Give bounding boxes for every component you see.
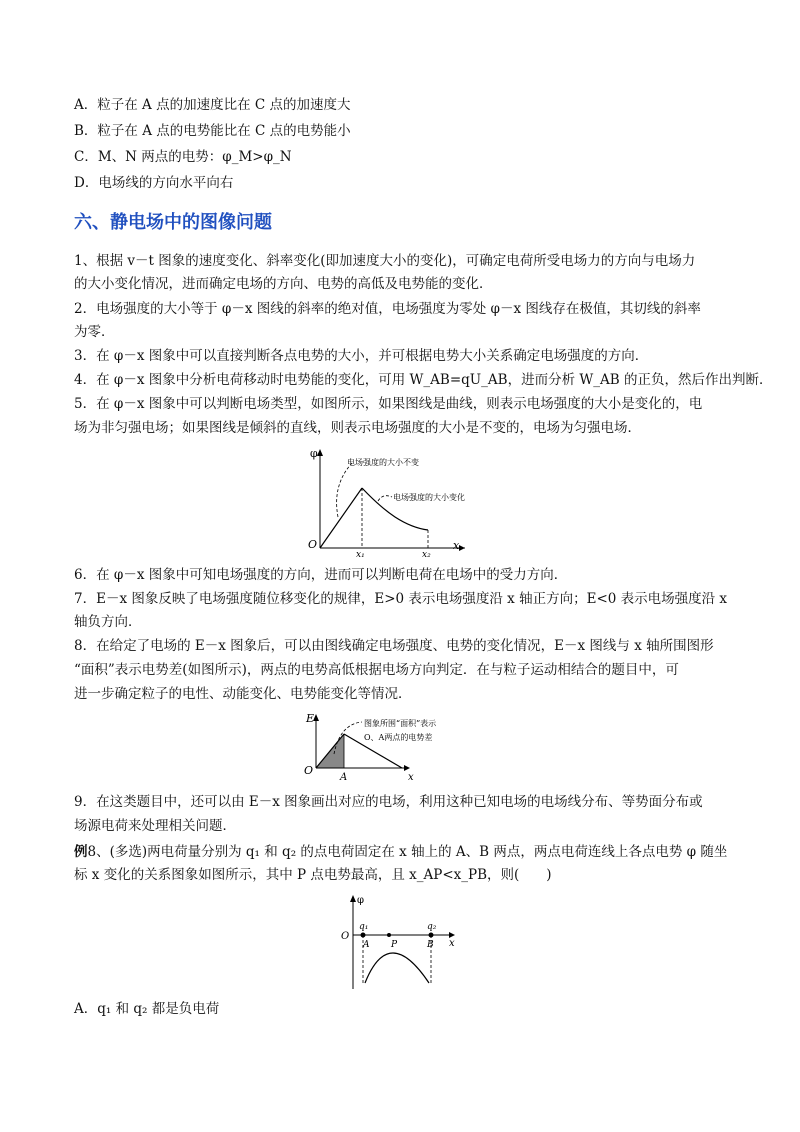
option-a-top: A．粒子在 A 点的加速度比在 C 点的加速度大 (74, 97, 351, 113)
example-line: 标 x 变化的关系图象如图所示，其中 P 点电势最高，且 x_AP<x_PB，则( ) (74, 867, 552, 883)
y-axis-arrow (350, 895, 356, 902)
para-line: 2．电场强度的大小等于 φ－x 图线的斜率的绝对值，电场强度为零处 φ－x 图线存在极值，其切线的斜率 (74, 301, 701, 317)
option-d-top: D．电场线的方向水平向右 (74, 175, 234, 191)
section-title: 六、静电场中的图像问题 (74, 212, 272, 233)
option-b-top: B．粒子在 A 点的电势能比在 C 点的电势能小 (74, 123, 351, 139)
option-a-bottom: A．q₁ 和 q₂ 都是负电荷 (74, 1001, 220, 1017)
phi-x-figure (300, 445, 480, 560)
q2-label: q₂ (427, 922, 437, 932)
pointer-varying (378, 496, 392, 501)
e-x-figure (300, 710, 510, 785)
para-line: 5．在 φ－x 图象中可以判断电场类型，如图所示，如果图线是曲线，则表示电场强度的大小是变化的，电 (74, 396, 703, 412)
para-line: 进一步确定粒子的电性、动能变化、电势能变化等情况． (74, 686, 412, 702)
para-line: 场为非匀强电场；如果图线是倾斜的直线，则表示电场强度的大小是不变的，电场为匀强电场． (74, 420, 641, 436)
q1-label: q₁ (359, 922, 369, 932)
linear-segment (320, 488, 362, 548)
para-line: 为零． (74, 324, 115, 340)
x-axis-label: x (408, 772, 414, 783)
point-a-label: A (340, 772, 348, 783)
example-text: 8、(多选)两电荷量分别为 q₁ 和 q₂ 的点电荷固定在 x 轴上的 A、B 两点，两点电荷连线上各点电势 φ 随坐 (87, 844, 728, 860)
para-line: 1、根据 v－t 图象的速度变化、斜率变化(即加速度大小的变化)，可确定电荷所受电场力的方向与电场力 (74, 253, 696, 269)
option-c-top: C．M、N 两点的电势：φ_M>φ_N (74, 149, 292, 165)
para-line: 的大小变化情况，进而确定电场的方向、电势的高低及电势能的变化． (74, 276, 493, 292)
para-line: 3．在 φ－x 图象中可以直接判断各点电势的大小，并可根据电势大小关系确定电场强度的方向． (74, 348, 649, 364)
example-label: 例 (74, 844, 88, 860)
x-axis-label: x (449, 938, 455, 949)
para-line: 4．在 φ－x 图象中分析电荷移动时电势能的变化，可用 W_AB=qU_AB，进而分析 W_AB 的正负，然后作出判断． (74, 372, 773, 388)
note-line1: 图象所围“面积”表示 (364, 719, 437, 728)
para-line: 6．在 φ－x 图象中可知电场强度的方向，进而可以判断电荷在电场中的受力方向． (74, 567, 568, 583)
note-varying: 电场强度的大小变化 (393, 493, 465, 502)
para-line: 场源电荷来处理相关问题． (74, 818, 236, 834)
y-axis-label: φ (310, 447, 318, 460)
example-line (74, 843, 727, 861)
origin-label: O (304, 764, 314, 777)
tick-x2: x₂ (422, 550, 431, 560)
point-p (387, 933, 391, 937)
x-axis-arrow (459, 545, 465, 551)
para-line: “面积”表示电势差(如图所示)，两点的电势高低根据电场方向判定．在与粒子运动相结合的题目中，可 (74, 662, 679, 678)
potential-curve (365, 953, 429, 983)
pointer-constant (337, 463, 352, 517)
y-axis-label: E (306, 712, 315, 725)
para-line: 8．在给定了电场的 E－x 图象后，可以由图线确定电场强度、电势的变化情况，E－x 图线与 x 轴所围图形 (74, 638, 714, 654)
origin-label: O (341, 931, 350, 942)
b-label: B (427, 940, 434, 950)
para-line: 轴负方向． (74, 614, 142, 630)
x-axis-arrow (404, 765, 410, 771)
y-axis-arrow (317, 449, 323, 456)
note-constant: 电场强度的大小不变 (347, 458, 419, 467)
origin-label: O (308, 538, 318, 551)
a-label: A (363, 940, 370, 950)
para-line: 9．在这类题目中，还可以由 E－x 图象画出对应的电场，利用这种已知电场的电场线分布、等势面分布或 (74, 794, 703, 810)
y-axis-label: φ (357, 895, 365, 906)
para-line: 7．E－x 图象反映了电场强度随位移变化的规律，E>0 表示电场强度沿 x 轴正方向；E<0 表示电场强度沿 x (74, 591, 728, 607)
tick-x1: x₁ (356, 550, 365, 560)
x-axis-label: x (453, 539, 460, 552)
note-line2: O、A两点的电势差 (364, 733, 433, 742)
p-label: P (391, 940, 398, 950)
two-charge-figure (335, 893, 465, 993)
